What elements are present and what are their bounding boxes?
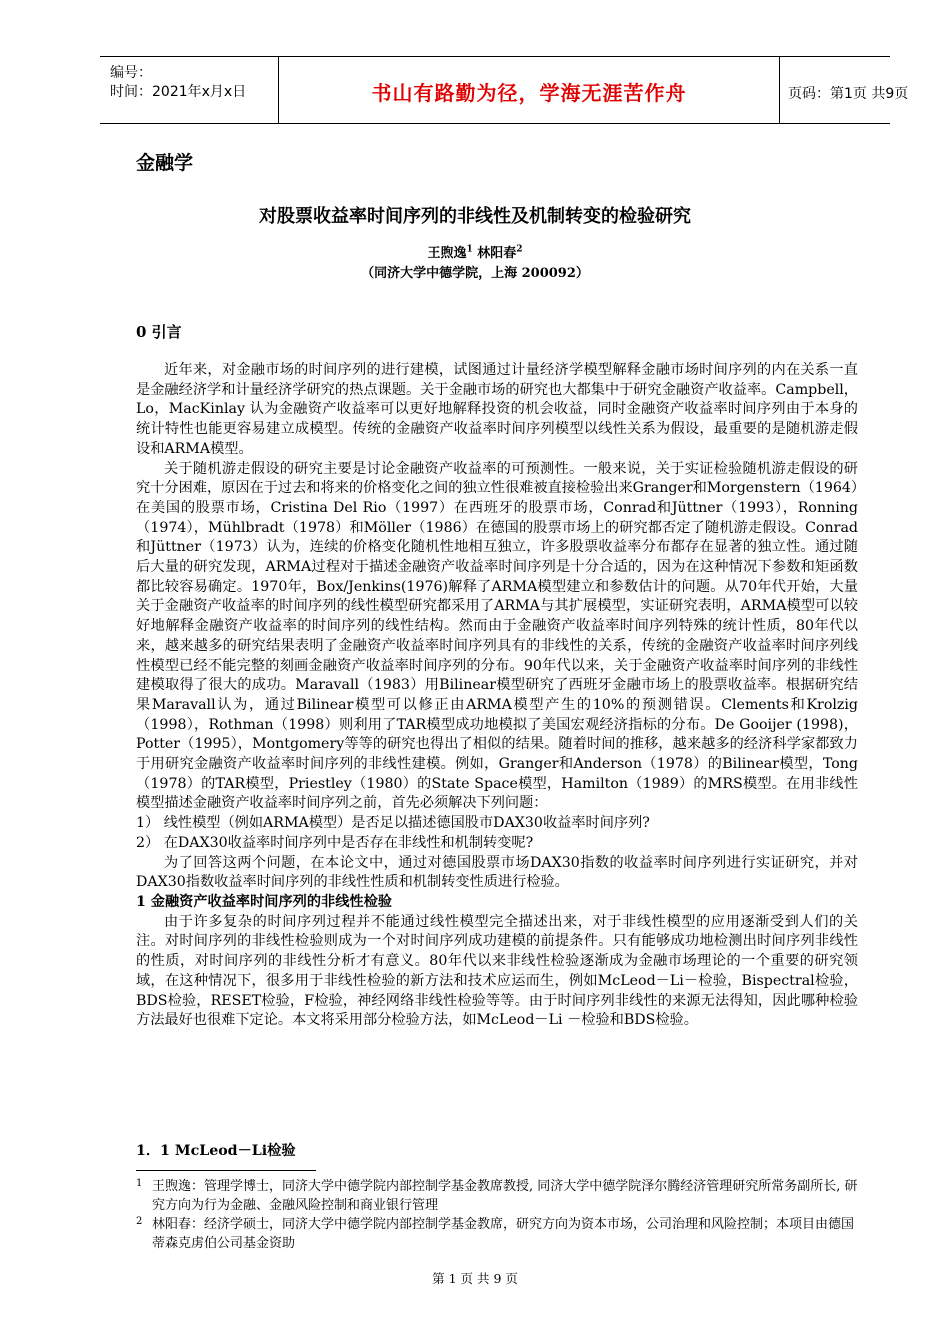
header-right-cell <box>778 57 909 123</box>
paragraph-1: 近年来，对金融市场的时间序列的进行建模，试图通过计量经济学模型解释金融市场时间序列的内在关系一直是金融经济学和计量经济学研究的热点课题。关于金融市场的研究也大都集中于研究金融资产收益率。Campbell，Lo，MacKinlay 认为金融资产收益率可以更好地解释投资的机会收益，同时金融资产收益率时间序列由于本身的统计特性也能更容易建立成模型。传统的金融资产收益率时间序列模型以线性关系为假设，最重要的是随机游走假设和ARMA模型。 <box>136 362 858 457</box>
paragraph-3: 为了回答这两个问题，在本论文中，通过对德国股票市场DAX30指数的收益率时间序列进行实证研究，并对DAX30指数收益率时间序列的非线性性质和机制转变性质进行检验。 <box>136 854 858 891</box>
footnote-2-mark: 2 <box>136 1216 143 1227</box>
footnote-1-text: 王煦逸：管理学博士，同济大学中德学院内部控制学基金教席教授, 同济大学中德学院泽尔腾经济管理研究所常务副所长, 研究方向为行为金融、金融风险控制和商业银行管理 <box>152 1179 858 1213</box>
question-2: 2） 在DAX30收益率时间序列中是否存在非线性和机制转变呢? <box>136 834 534 851</box>
header-left-cell <box>100 57 278 123</box>
paragraph-4: 由于许多复杂的时间序列过程并不能通过线性模型完全描述出来，对于非线性模型的应用逐渐受到人们的关注。对时间序列的非线性检验则成为一个对时间序列成功建模的前提条件。只有能够成功地检测出时间序列非线性的性质，对时间序列的非线性分析才有意义。80年代以来非线性检验逐渐成为金融市场理论的一个重要的研究领域，在这种情况下，很多用于非线性检验的新方法和技术应运而生，例如McLeod－Li－检验，Bispectral检验，BDS检验，RESET检验，F检验，神经网络非线性检验等等。由于时间序列非线性的来源无法得知，因此哪种检验方法最好也很难下定论。本文将采用部分检验方法，如McLeod－Li －检验和BDS检验。 <box>136 913 858 1029</box>
affiliation: （同济大学中德学院，上海 200092） <box>361 266 589 281</box>
footnote-2-text: 林阳春：经济学硕士，同济大学中德学院内部控制学基金教席，研究方向为资本市场，公司治理和风险控制；本项目由德国蒂森克虏伯公司基金资助 <box>152 1217 855 1251</box>
authors-line <box>0 242 950 261</box>
footnote-1-mark: 1 <box>136 1178 143 1189</box>
category-heading: 金融学 <box>136 152 194 174</box>
code-label: 编号： <box>110 65 152 81</box>
page-info: 页码：第1页 共9页 <box>788 86 909 102</box>
footnote-1 <box>136 1177 858 1215</box>
footnotes <box>136 1177 858 1253</box>
author-2: 林阳春 <box>477 246 517 261</box>
section-0-heading: 0 引言 <box>136 323 182 341</box>
question-1: 1） 线性模型（例如ARMA模型）是否足以描述德国股市DAX30收益率时间序列? <box>136 815 650 832</box>
section-1-heading: 1 金融资产收益率时间序列的非线性检验 <box>136 893 392 910</box>
body-text <box>136 361 858 1031</box>
author-2-mark: 2 <box>516 244 523 255</box>
paragraph-2: 关于随机游走假设的研究主要是讨论金融资产收益率的可预测性。一般来说，关于实证检验随机游走假设的研究十分困难，原因在于过去和将来的价格变化之间的独立性很难被直接检验出来Granger和Morgenstern（1964）在美国的股票市场，Cristina Del Rio（1997）在西班牙的股票市场，Conrad和Jüttner（1993），Ronning（1974），Mühlbradt（1978）和Möller（1986）在德国的股票市场上的研究都否定了随机游走假设。Conrad和Jüttner（1973）认为，连续的价格变化随机性地相互独立，许多股票收益率分布都存在显著的独立性。通过随后大量的研究发现，ARMA过程对于描述金融资产收益率时间序列是十分合适的，因为在这种情况下参数和矩函数都比较容易确定。1970年，Box/Jenkins(1976)解释了ARMA模型建立和参数估计的问题。从70年代开始，大量关于金融资产收益率的时间序列的线性模型研究都采用了ARMA与其扩展模型，实证研究表明，ARMA模型可以较好地解释金融资产收益率的时间序列的线性结构。然而由于金融资产收益率时间序列特殊的统计性质，80年代以来，越来越多的研究结果表明了金融资产收益率时间序列具有的非线性的关系，传统的金融资产收益率时间序列线性模型已经不能完整的刻画金融资产收益率时间序列的分布。90年代以来，关于金融资产收益率时间序列的非线性建模取得了很大的成功。Maravall（1983）用Bilinear模型研究了西班牙金融市场上的股票收益率。根据研究结果Maravall认为，通过Bilinear模型可以修正由ARMA模型产生的10%的预测错误。Clements和Krolzig（1998），Rothman（1998）则利用了TAR模型成功地模拟了美国宏观经济指标的分布。De Gooijer (1998)，Potter（1995），Montgomery等等的研究也得出了相似的结果。随着时间的推移，越来越多的经济科学家都致力于用研究金融资产收益率时间序列的非线性建模。例如，Granger和Anderson（1978）的Bilinear模型，Tong（1978）的TAR模型，Priestley（1980）的State Space模型，Hamilton（1989）的MRS模型。在用非线性模型描述金融资产收益率时间序列之前，首先必须解决下列问题： <box>136 460 858 812</box>
footnote-2 <box>136 1215 858 1253</box>
author-1-mark: 1 <box>466 244 473 255</box>
footnote-separator <box>136 1170 316 1171</box>
time-label: 时间：2021年x月x日 <box>110 84 247 100</box>
page-footer: 第 1 页 共 9 页 <box>432 1271 518 1286</box>
author-1: 王煦逸 <box>427 246 467 261</box>
header-motto-cell <box>278 57 780 123</box>
motto-text: 书山有路勤为径，学海无涯苦作舟 <box>371 81 687 105</box>
paper-title: 对股票收益率时间序列的非线性及机制转变的检验研究 <box>259 206 691 227</box>
page-header-table <box>100 56 909 124</box>
subsection-1-1-heading: 1．1 McLeod－Li检验 <box>136 1143 296 1159</box>
